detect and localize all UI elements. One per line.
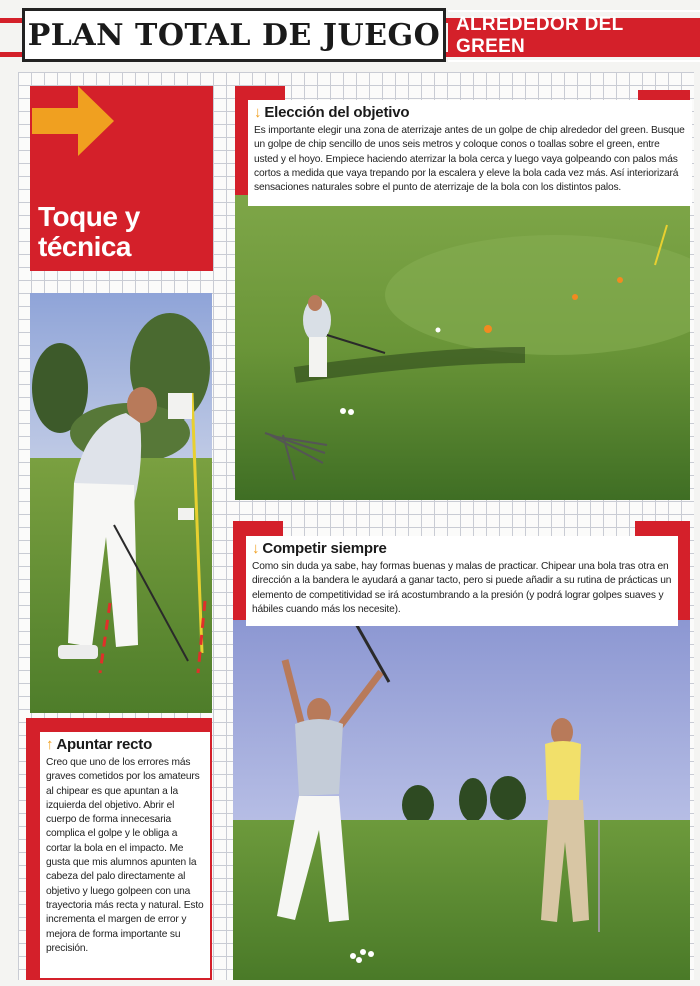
tip-body-objetivo: Es importante elegir una zona de aterrizaje antes de un golpe de chip alrededor del green. Busque un golpe de chip sencillo de unos seis metros y coloque conos o toallas sobre el green, entre usted y el hoyo. Empiece haciendo aterrizar la bola cerca y luego vaya golpeando con palos más cortos a medida que vaya trepando por la escalera y eleve la bola cada vez más. Así interiorizará sensaciones naturales sobre el punto de aterrizaje de la bola con los distintos palos. bbox=[254, 125, 685, 194]
tip-heading-objetivo-text: Elección del objetivo bbox=[264, 104, 410, 121]
tip-box-objetivo bbox=[248, 100, 692, 206]
right-arrow-icon bbox=[32, 86, 114, 156]
down-arrow-icon: ↓ bbox=[254, 104, 262, 121]
down-arrow-icon: ↓ bbox=[252, 540, 260, 557]
header-title-box bbox=[22, 8, 446, 62]
tip-heading-competir bbox=[252, 540, 672, 557]
section-title-line2: técnica bbox=[38, 231, 131, 262]
tip-heading-objetivo bbox=[254, 104, 686, 121]
section-tag bbox=[448, 14, 700, 57]
tip-body-apuntar: Creo que uno de los errores más graves cometidos por los amateurs al chipear es que apuntan a la izquierda del objetivo. Abrir el cuerpo de forma innecesaria complica el golpe y le obliga a cortar la bola en el impacto. Me gusta que mis alumnos apunten la cabeza del palo directamente al objetivo y luego golpeen con una trayectoria más recta y natural. Esto incrementa el margen de error y mejora de forma importante su precisión. bbox=[46, 757, 204, 954]
tip-heading-competir-text: Competir siempre bbox=[262, 540, 387, 557]
section-title bbox=[38, 202, 140, 262]
photo-chip-practice bbox=[235, 195, 690, 500]
section-tag-label: ALREDEDOR DEL GREEN bbox=[448, 10, 700, 62]
section-title-line1: Toque y bbox=[38, 201, 140, 232]
tip-heading-apuntar-text: Apuntar recto bbox=[56, 736, 153, 753]
tip-box-competir bbox=[246, 536, 678, 626]
tip-heading-apuntar bbox=[46, 736, 204, 753]
section-tile bbox=[30, 86, 213, 271]
page-title: PLAN TOTAL DE JUEGO bbox=[27, 17, 441, 53]
photo-competition bbox=[233, 620, 690, 980]
tip-box-apuntar bbox=[40, 732, 210, 978]
photo-golfer-address bbox=[30, 293, 212, 713]
up-arrow-icon: ↑ bbox=[46, 736, 54, 753]
tip-body-competir: Como sin duda ya sabe, hay formas buenas y malas de practicar. Chipear una bola tras otra en dirección a la bandera le ayudará a ganar tacto, pero si puede añadir a su rutina de prácticas un elemento de competitividad se irá acostumbrando a la presión (y podrá lograr golpes suaves y hábiles cuando más los necesite). bbox=[252, 561, 672, 615]
